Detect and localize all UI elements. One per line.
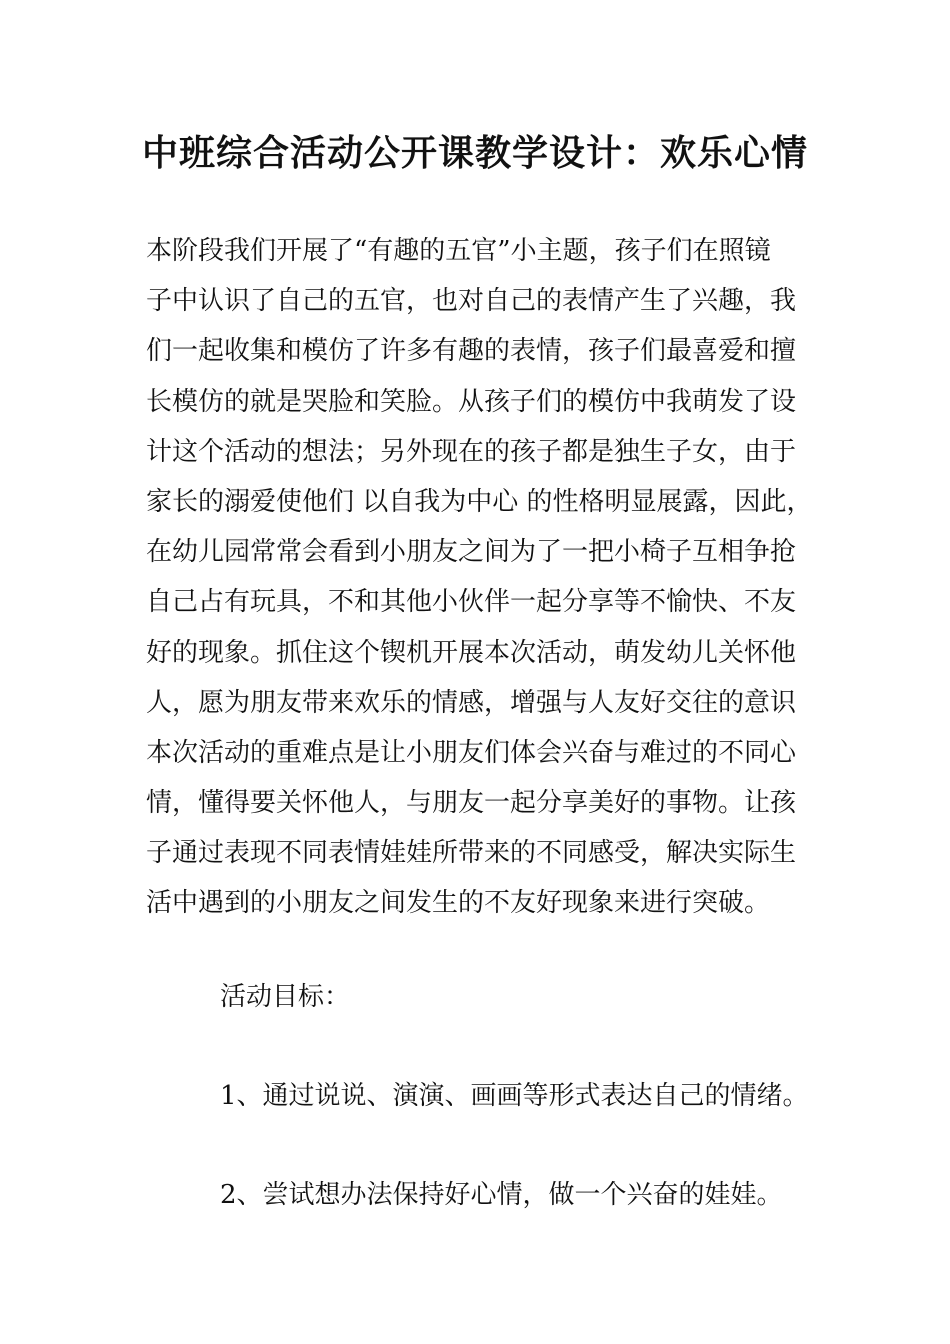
body-line: 子通过表现不同表情娃娃所带来的不同感受，解决实际生: [146, 838, 797, 869]
body-line: 本阶段我们开展了“有趣的五官”小主题，孩子们在照镜: [146, 236, 771, 266]
goal-item: 2、尝试想办法保持好心情，做一个兴奋的娃娃。: [220, 1180, 783, 1210]
goal-item: 1、通过说说、演演、画画等形式表达自己的情绪。: [220, 1081, 809, 1111]
body-line: 活中遇到的小朋友之间发生的不友好现象来进行突破。: [146, 888, 771, 919]
body-line: 计这个活动的想法；另外现在的孩子都是独生子女，由于: [146, 436, 797, 467]
body-line: 家长的溺爱使他们 以自我为中心 的性格明显展露，因此，: [146, 486, 813, 517]
body-line: 们一起收集和模仿了许多有趣的表情，孩子们最喜爱和擅: [146, 336, 797, 367]
body-line: 情，懂得要关怀他人，与朋友一起分享美好的事物。让孩: [146, 788, 797, 819]
body-line: 子中认识了自己的五官，也对自己的表情产生了兴趣，我: [146, 286, 797, 317]
body-line: 在幼儿园常常会看到小朋友之间为了一把小椅子互相争抢: [146, 537, 797, 568]
goals-heading: 活动目标：: [220, 982, 351, 1012]
body-text: [146, 226, 846, 929]
body-line: 本次活动的重难点是让小朋友们体会兴奋与难过的不同心: [146, 737, 797, 768]
body-line: 长模仿的就是哭脸和笑脸。从孩子们的模仿中我萌发了设: [146, 386, 797, 417]
body-line: 自己占有玩具，不和其他小伙伴一起分享等不愉快、不友: [146, 587, 797, 618]
document-title: 中班综合活动公开课教学设计：欢乐心情: [141, 133, 808, 174]
body-line: 人，愿为朋友带来欢乐的情感，增强与人友好交往的意识: [146, 687, 797, 718]
body-line: 好的现象。抓住这个锲机开展本次活动，萌发幼儿关怀他: [146, 637, 797, 668]
